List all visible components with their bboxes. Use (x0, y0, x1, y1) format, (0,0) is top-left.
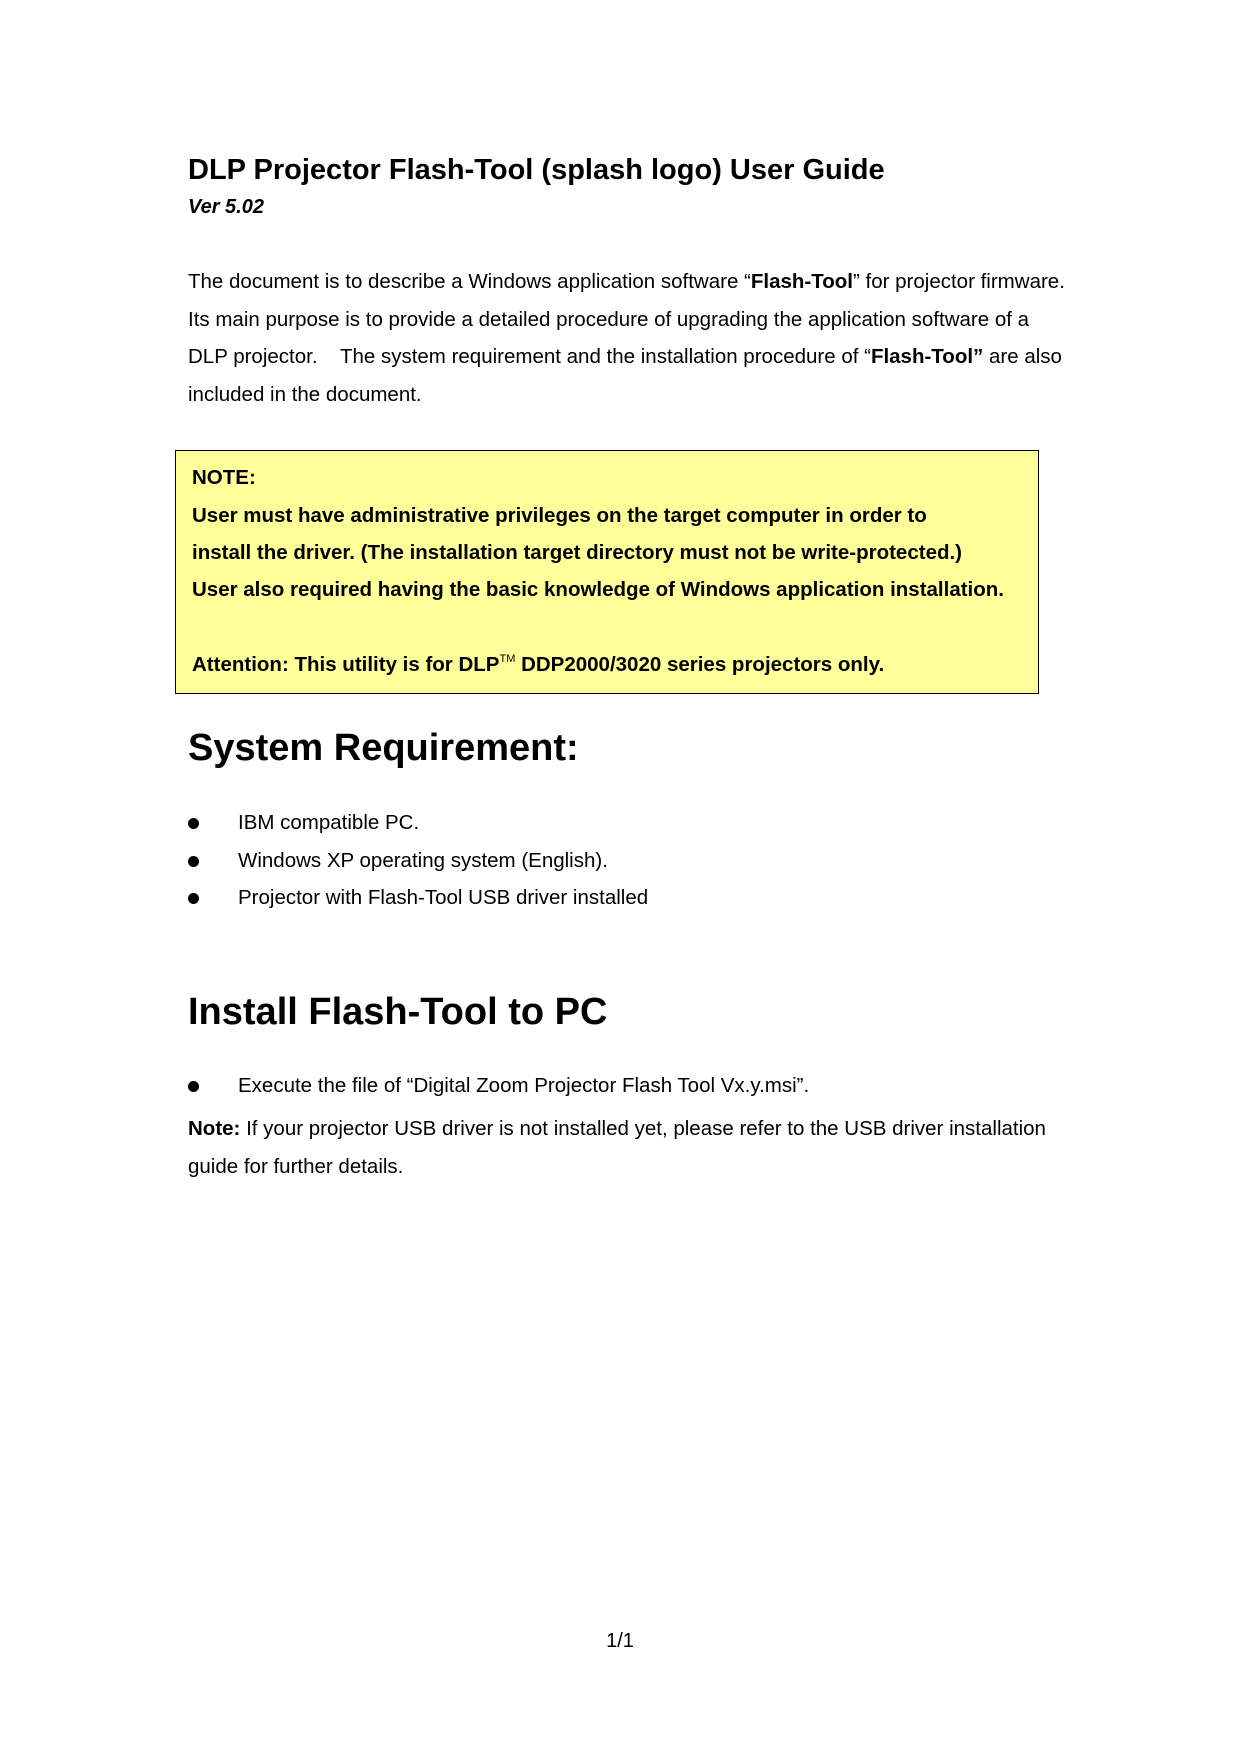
list-item-text: Windows XP operating system (English). (238, 848, 608, 872)
trademark-mark: TM (499, 653, 516, 665)
document-version: Ver 5.02 (188, 196, 264, 218)
list-item (188, 879, 648, 917)
note-heading: NOTE: (192, 466, 256, 489)
install-note-label: Note: (188, 1117, 241, 1140)
list-item-text: Projector with Flash-Tool USB driver installed (238, 886, 649, 909)
intro-text: The document is to describe a Windows application software “ (188, 270, 751, 293)
page-number: 1/1 (606, 1630, 634, 1652)
intro-paragraph (188, 263, 1068, 413)
system-requirement-heading: System Requirement: (188, 727, 579, 769)
bullet-icon (188, 856, 199, 867)
install-note (188, 1110, 1068, 1185)
install-heading: Install Flash-Tool to PC (188, 991, 608, 1033)
note-line: User must have administrative privileges on the target computer in order to (192, 504, 927, 527)
install-note-text: If your projector USB driver is not installed yet, please refer to the USB driver installation guide for further details. (188, 1117, 1046, 1178)
bullet-icon (188, 1081, 199, 1092)
install-list (188, 1067, 809, 1105)
list-item-text: Execute the file of “Digital Zoom Projector Flash Tool Vx.y.msi”. (238, 1074, 810, 1097)
list-item (188, 842, 648, 880)
intro-text: are also included in the document. (188, 345, 1062, 406)
document-title: DLP Projector Flash-Tool (splash logo) User Guide (188, 154, 885, 186)
system-requirement-list (188, 804, 648, 917)
note-line: install the driver. (The installation target directory must not be write-protected.) (192, 541, 963, 564)
bullet-icon (188, 893, 199, 904)
attention-text: Attention: This utility is for DLP (192, 653, 500, 676)
bullet-icon (188, 818, 199, 829)
note-attention (192, 652, 884, 678)
attention-text: DDP2000/3020 series projectors only. (515, 653, 885, 676)
list-item (188, 1067, 809, 1105)
list-item-text: IBM compatible PC. (238, 811, 420, 834)
intro-text: ” for projector firmware. Its main purpose is to provide a detailed procedure of upgrading the application software of a DLP projector. The system requirement and the installation procedure of “ (188, 270, 1065, 368)
intro-product-name: Flash-Tool (750, 270, 854, 293)
note-line: User also required having the basic knowledge of Windows application installation. (192, 578, 1004, 601)
intro-product-name: Flash-Tool” (870, 345, 984, 368)
note-box (175, 450, 1039, 694)
list-item (188, 804, 648, 842)
